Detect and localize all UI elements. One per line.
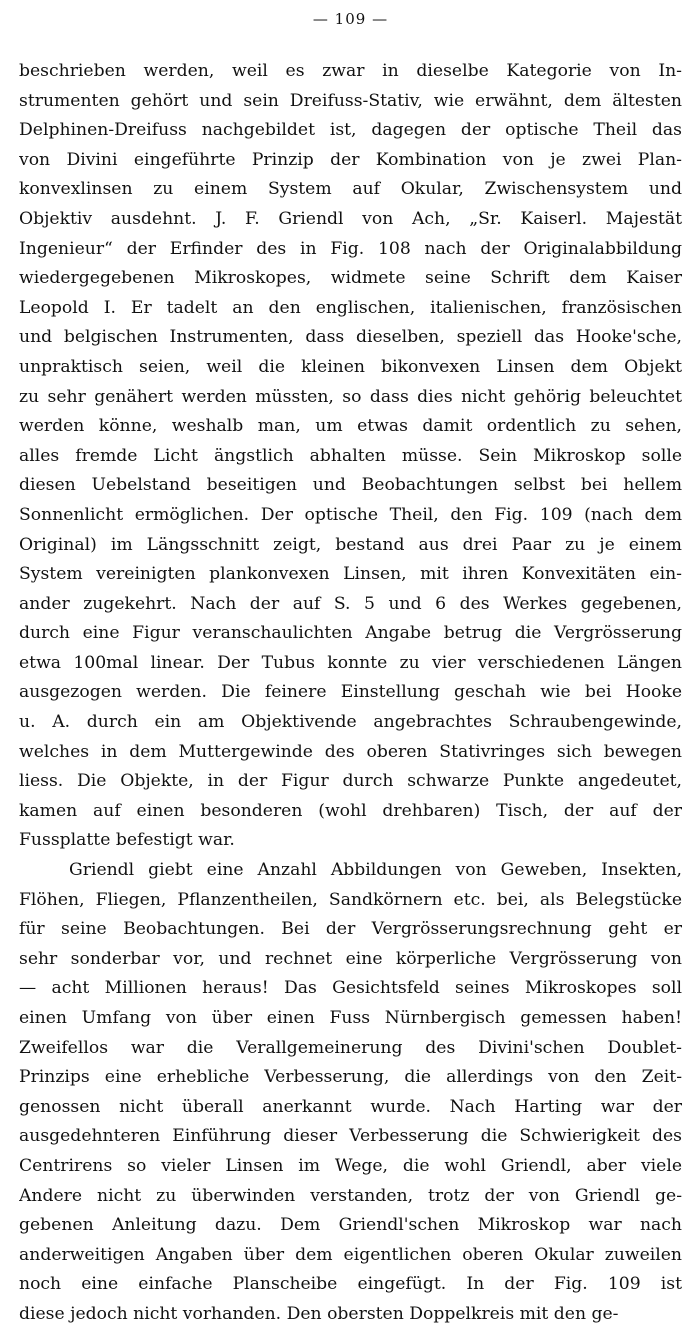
text-line: u. A. durch ein am Objektivende angebrachtes Schraubengewinde,: [19, 712, 682, 733]
text-line: gebenen Anleitung dazu. Dem Griendl'schen Mikroskop war nach: [19, 1215, 682, 1236]
text-line: unpraktisch seien, weil die kleinen bikonvexen Linsen dem Objekt: [19, 356, 682, 377]
text-line: ander zugekehrt. Nach der auf S. 5 und 6 des Werkes gegebenen,: [19, 593, 682, 614]
text-line: Centrirens so vieler Linsen im Wege, die wohl Griendl, aber viele: [19, 1155, 682, 1176]
text-line: Ingenieur“ der Erfinder des in Fig. 108 nach der Originalabbildung: [19, 238, 682, 259]
text-line: diesen Uebelstand beseitigen und Beobachtungen selbst bei hellem: [19, 475, 682, 496]
text-line: — acht Millionen heraus! Das Gesichtsfeld seines Mikroskopes soll: [19, 978, 682, 999]
text-line: Delphinen-Dreifuss nachgebildet ist, dagegen der optische Theil das: [19, 120, 682, 141]
text-line: kamen auf einen besonderen (wohl drehbaren) Tisch, der auf der: [19, 800, 682, 821]
text-line: ausgezogen werden. Die feinere Einstellung geschah wie bei Hooke: [19, 682, 682, 703]
text-line: werden könne, weshalb man, um etwas damit ordentlich zu sehen,: [19, 416, 682, 437]
text-line: und belgischen Instrumenten, dass dieselben, speziell das Hooke'sche,: [19, 327, 682, 348]
body-text: [19, 57, 682, 1330]
page-number: — 109 —: [312, 10, 389, 28]
text-line: Sonnenlicht ermöglichen. Der optische Theil, den Fig. 109 (nach dem: [19, 504, 682, 525]
text-line: wiedergegebenen Mikroskopes, widmete seine Schrift dem Kaiser: [19, 268, 682, 289]
text-line: liess. Die Objekte, in der Figur durch schwarze Punkte angedeutet,: [19, 771, 682, 792]
text-line: zu sehr genähert werden müssten, so dass dies nicht gehörig beleuchtet: [19, 386, 682, 407]
text-line: sehr sonderbar vor, und rechnet eine körperliche Vergrösserung von: [19, 948, 682, 969]
text-line: alles fremde Licht ängstlich abhalten müsse. Sein Mikroskop solle: [19, 445, 682, 466]
text-line: Zweifellos war die Verallgemeinerung des Divini'schen Doublet-: [19, 1037, 682, 1058]
text-line: Flöhen, Fliegen, Pflanzentheilen, Sandkörnern etc. bei, als Belegstücke: [19, 889, 682, 910]
text-line: genossen nicht überall anerkannt wurde. Nach Harting war der: [19, 1096, 682, 1117]
text-line: Objektiv ausdehnt. J. F. Griendl von Ach, „Sr. Kaiserl. Majestät: [19, 208, 682, 229]
text-line: für seine Beobachtungen. Bei der Vergrösserungsrechnung geht er: [19, 919, 682, 940]
text-line: einen Umfang von über einen Fuss Nürnbergisch gemessen haben!: [19, 1008, 682, 1028]
text-line: Griendl giebt eine Anzahl Abbildungen von Geweben, Insekten,: [69, 860, 682, 881]
text-line: diese jedoch nicht vorhanden. Den obersten Doppelkreis mit den ge-: [19, 1303, 619, 1324]
paragraph: [19, 856, 682, 1330]
text-line: konvexlinsen zu einem System auf Okular, Zwischensystem und: [19, 179, 682, 200]
text-line: noch eine einfache Planscheibe eingefügt. In der Fig. 109 ist: [19, 1274, 682, 1295]
text-line: strumenten gehört und sein Dreifuss-Stativ, wie erwähnt, dem ältesten: [19, 90, 682, 111]
text-line: Leopold I. Er tadelt an den englischen, italienischen, französischen: [19, 297, 682, 318]
text-line: Original) im Längsschnitt zeigt, bestand aus drei Paar zu je einem: [19, 534, 682, 555]
text-line: ausgedehnteren Einführung dieser Verbesserung die Schwierigkeit des: [19, 1126, 682, 1147]
text-line: beschrieben werden, weil es zwar in dieselbe Kategorie von In-: [19, 61, 682, 81]
text-line: welches in dem Muttergewinde des oberen Stativringes sich bewegen: [19, 741, 682, 762]
text-line: System vereinigten plankonvexen Linsen, mit ihren Konvexitäten ein-: [19, 564, 682, 585]
text-line: Fussplatte befestigt war.: [19, 830, 235, 851]
text-line: anderweitigen Angaben über dem eigentlichen oberen Okular zuweilen: [19, 1244, 682, 1265]
paragraph: [19, 57, 682, 856]
text-line: Andere nicht zu überwinden verstanden, trotz der von Griendl ge-: [19, 1185, 682, 1206]
text-line: etwa 100mal linear. Der Tubus konnte zu vier verschiedenen Längen: [19, 652, 682, 673]
text-line: von Divini eingeführte Prinzip der Kombination von je zwei Plan-: [19, 149, 682, 170]
text-line: Prinzips eine erhebliche Verbesserung, die allerdings von den Zeit-: [19, 1067, 682, 1088]
text-line: durch eine Figur veranschaulichten Angabe betrug die Vergrösserung: [19, 623, 682, 644]
